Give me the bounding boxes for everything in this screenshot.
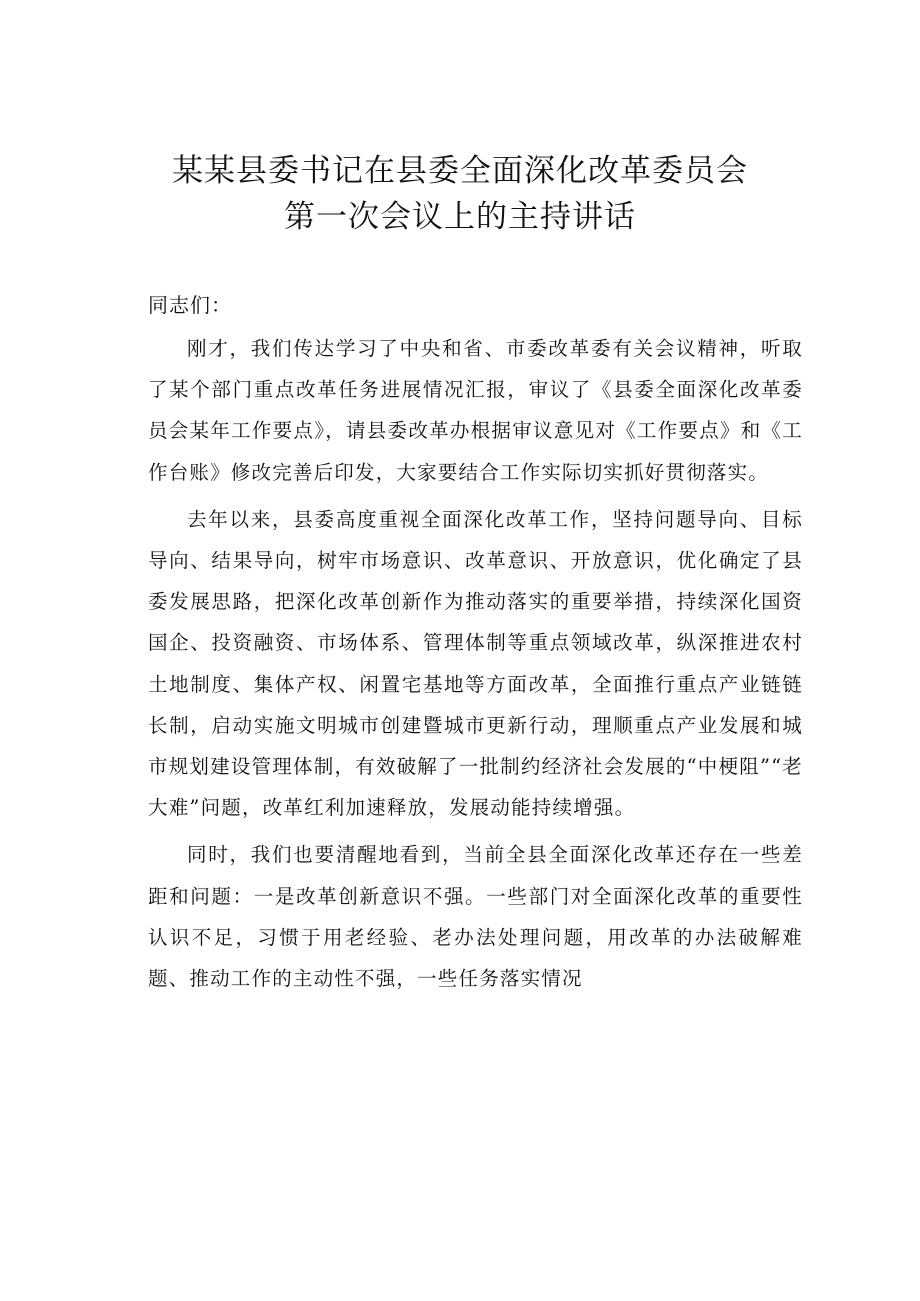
salutation: 同志们：: [148, 293, 232, 317]
title-line-1: 某某县委书记在县委全面深化改革委员会: [172, 153, 748, 189]
document-body: [148, 284, 803, 1005]
paragraph-2: 去年以来，县委高度重视全面深化改革工作，坚持问题导向、目标导向、结果导向，树牢市场意识、改革意识、开放意识，优化确定了县委发展思路，把深化改革创新作为推动落实的重要举措，持续深化国资国企、投资融资、市场体系、管理体制等重点领域改革，纵深推进农村土地制度、集体产权、闲置宅基地等方面改革，全面推行重点产业链链长制，启动实施文明城市创建暨城市更新行动，理顺重点产业发展和城市规划建设管理体制，有效破解了一批制约经济社会发展的“中梗阻”“老大难”问题，改革红利加速释放，发展动能持续增强。: [148, 507, 803, 820]
document-title: [130, 148, 790, 240]
paragraph-1: 刚才，我们传达学习了中央和省、市委改革委有关会议精神，听取了某个部门重点改革任务进展情况汇报，审议了《县委全面深化改革委员会某年工作要点》，请县委改革办根据审议意见对《工作要点》和《工作台账》修改完善后印发，大家要结合工作实际切实抓好贯彻落实。: [148, 337, 803, 484]
title-line-2: 第一次会议上的主持讲话: [284, 199, 636, 235]
paragraph-3: 同时，我们也要清醒地看到，当前全县全面深化改革还存在一些差距和问题：一是改革创新意识不强。一些部门对全面深化改革的重要性认识不足，习惯于用老经验、老办法处理问题，用改革的办法破解难题、推动工作的主动性不强，一些任务落实情况: [148, 843, 803, 991]
